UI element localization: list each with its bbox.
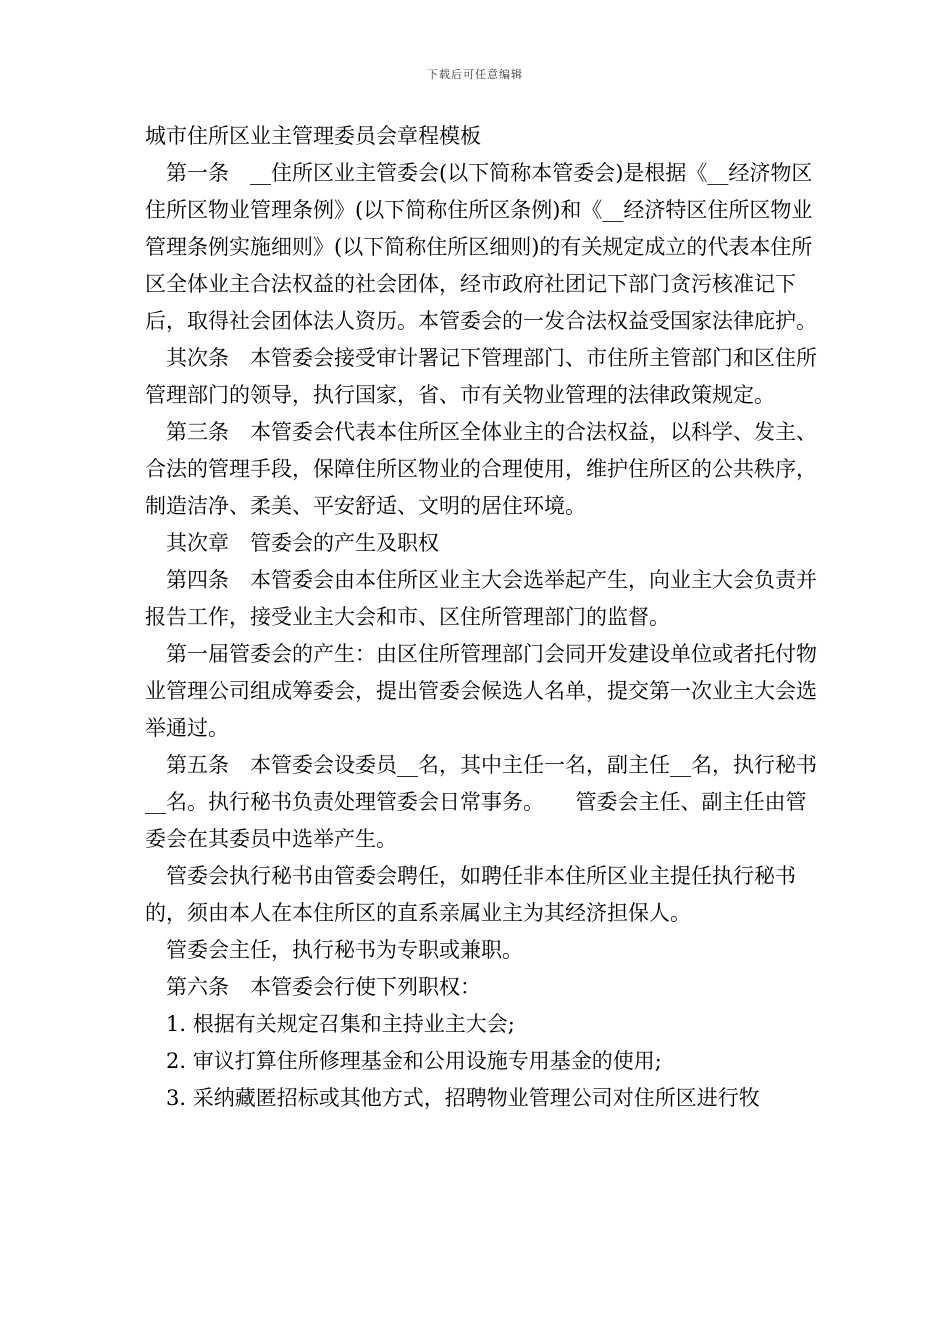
article-4-paragraph: 第四条 本管委会由本住所区业主大会选举起产生，向业主大会负责并报告工作，接受业主大会和市、区住所管理部门的监督。 (145, 568, 817, 629)
article-2-paragraph: 其次条 本管委会接受审计署记下管理部门、市住所主管部门和区住所管理部门的领导，执行国家，省、市有关物业管理的法律政策规定。 (145, 346, 817, 407)
executive-secretary-paragraph: 管委会执行秘书由管委会聘任，如聘任非本住所区业主提任执行秘书的，须由本人在本住所区的直系亲属业主为其经济担保人。 (145, 864, 796, 925)
article-3-paragraph: 第三条 本管委会代表本住所区全体业主的合法权益，以科学、发主、合法的管理手段，保障住所区物业的合理使用，维护住所区的公共秩序，制造洁净、柔美、平安舒适、文明的居住环境。 (145, 420, 817, 518)
list-item: 1. 根据有关规定召集和主持业主大会; (166, 1012, 515, 1036)
article-5-paragraph: 第五条 本管委会设委员__名，其中主任一名，副主任__名，执行秘书__名。执行秘书负责处理管委会日常事务。 管委会主任、副主任由管委会在其委员中选举产生。 (145, 753, 817, 851)
article-6-paragraph: 第六条 本管委会行使下列职权： (166, 975, 481, 999)
full-time-paragraph: 管委会主任，执行秘书为专职或兼职。 (166, 938, 523, 962)
list-item: 2. 审议打算住所修理基金和公用设施专用基金的使用; (166, 1049, 662, 1073)
document-title: 城市住所区业主管理委员会章程模板 (145, 124, 481, 148)
article-1-paragraph: 第一条 __住所区业主管委会(以下简称本管委会)是根据《__经济物区住所区物业管理条例》(以下简称住所区条例)和《__经济特区住所区物业管理条例实施细则》(以下简称住所区细则)的有关规定成立的代表本住所区全体业主合法权益的社会团体，经市政府社团记下部门贪污核准记下后，取得社会团体法人资历。本管委会的一发合法权益受国家法律庇护。 (145, 161, 817, 333)
list-item: 3. 采纳藏匿招标或其他方式，招聘物业管理公司对住所区进行牧 (166, 1086, 760, 1110)
document-body (145, 118, 825, 1117)
header-note: 下载后可任意编辑 (427, 68, 523, 81)
chapter-2-heading: 其次章 管委会的产生及职权 (166, 531, 439, 555)
first-committee-paragraph: 第一届管委会的产生：由区住所管理部门会同开发建设单位或者托付物业管理公司组成筹委会，提出管委会候选人名单，提交第一次业主大会选举通过。 (145, 642, 817, 740)
